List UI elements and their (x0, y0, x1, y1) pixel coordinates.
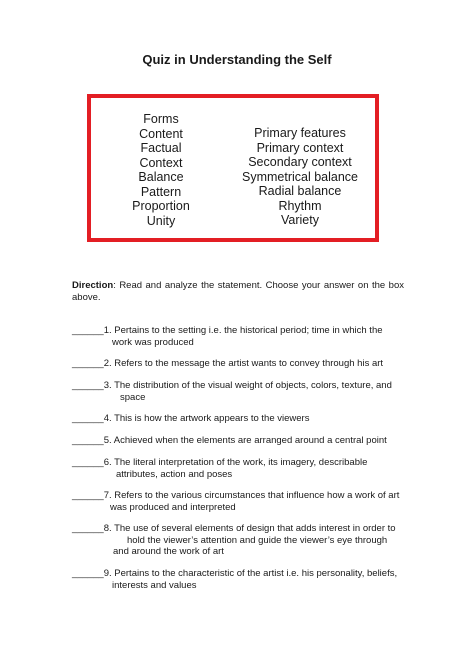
answer-blank[interactable]: ______ (72, 380, 104, 391)
question-text: 7. Refers to the various circumstances that influence how a work of art (103, 490, 400, 501)
answer-blank[interactable]: ______ (72, 325, 104, 336)
word-bank-left-column (117, 112, 205, 228)
word-bank-item: Secondary context (248, 155, 352, 169)
directions (72, 280, 404, 304)
word-bank-item: Content (139, 126, 183, 141)
question-1 (72, 325, 407, 348)
word-bank-box (87, 94, 379, 242)
answer-blank[interactable]: ______ (72, 523, 104, 534)
question-text-continued: was produced and interpreted (110, 501, 236, 513)
question-5 (72, 435, 407, 447)
word-bank-item: Context (139, 155, 183, 170)
word-bank-item: Primary features (254, 126, 346, 140)
question-3 (72, 380, 407, 403)
question-text-continued: hold the viewer’s attention and guide the viewer’s eye through (127, 534, 388, 546)
direction-text: : Read and analyze the statement. Choose your answer on the box above. (72, 280, 404, 303)
question-text-continued: interests and values (112, 579, 197, 591)
word-bank-item: Factual (140, 141, 182, 155)
answer-blank[interactable]: ______ (72, 435, 104, 446)
question-text-continued: work was produced (112, 336, 194, 348)
question-text: 1. Pertains to the setting i.e. the historical period; time in which the (103, 325, 383, 336)
word-bank-item: Symmetrical balance (241, 169, 358, 184)
question-text: 9. Pertains to the characteristic of the artist i.e. his personality, beliefs, (103, 568, 398, 579)
question-text: 2. Refers to the message the artist wants to convey through his art (103, 358, 384, 369)
word-bank-item: Pattern (140, 184, 182, 199)
direction-label: Direction (72, 280, 114, 291)
question-text: 8. The use of several elements of design that adds interest in order to (103, 523, 396, 534)
answer-blank[interactable]: ______ (72, 490, 104, 501)
question-text-continued: and around the work of art (113, 546, 224, 557)
answer-blank[interactable]: ______ (72, 413, 104, 424)
word-bank-item: Forms (143, 112, 179, 126)
answer-blank[interactable]: ______ (72, 568, 104, 579)
word-bank-item: Variety (281, 213, 319, 227)
word-bank-item: Rhythm (278, 198, 322, 213)
word-bank-item: Balance (138, 170, 184, 184)
question-4 (72, 413, 407, 425)
word-bank-item: Unity (146, 213, 176, 228)
question-text: 5. Achieved when the elements are arranged around a central point (103, 435, 387, 446)
question-7 (72, 490, 407, 513)
question-text: 3. The distribution of the visual weight of objects, colors, texture, and (103, 380, 392, 391)
question-text: 4. This is how the artwork appears to the viewers (103, 413, 310, 424)
answer-blank[interactable]: ______ (72, 358, 104, 369)
question-text-continued: attributes, action and poses (116, 468, 233, 480)
word-bank-right-column (233, 126, 367, 228)
word-bank-item: Proportion (132, 199, 190, 213)
word-bank-item: Primary context (256, 140, 344, 155)
page-title: Quiz in Understanding the Self (142, 52, 332, 67)
word-bank-item: Radial balance (258, 184, 342, 198)
question-text-continued: space (120, 391, 146, 403)
question-9 (72, 568, 407, 591)
answer-blank[interactable]: ______ (72, 457, 104, 468)
question-text: 6. The literal interpretation of the work, its imagery, describable (103, 457, 368, 468)
question-6 (72, 457, 407, 480)
question-8 (72, 523, 407, 558)
question-2 (72, 358, 407, 370)
